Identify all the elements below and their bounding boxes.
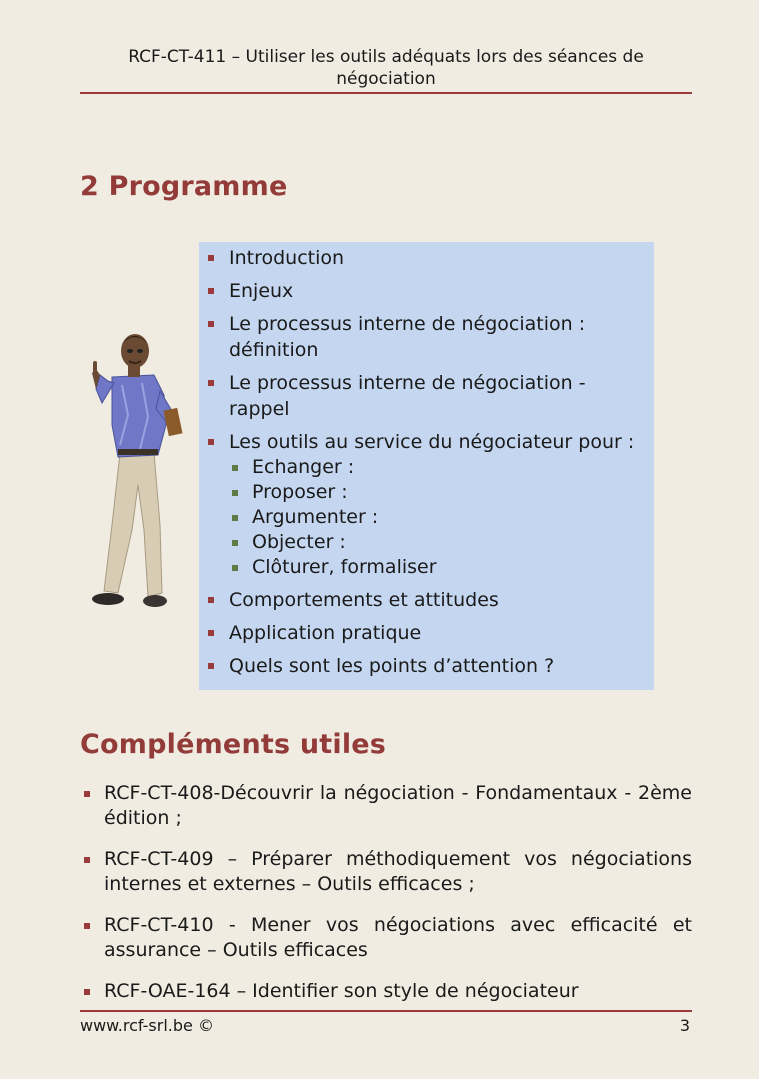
section-title-complements: Compléments utiles <box>80 729 387 760</box>
list-item: Le processus interne de négociation : définition <box>199 311 654 363</box>
programme-sub-list <box>225 455 646 580</box>
sub-list-item: Clôturer, formaliser <box>225 555 646 580</box>
sub-list-wrapper <box>199 455 654 580</box>
sub-list-item: Argumenter : <box>225 505 646 530</box>
page-footer <box>80 1010 692 1038</box>
programme-box <box>199 242 654 690</box>
section-title-programme: 2 Programme <box>80 171 288 202</box>
list-item: Quels sont les points d’attention ? <box>199 653 654 679</box>
list-item: RCF-CT-409 – Préparer méthodiquement vos négociations internes et externes – Outils efficaces ; <box>80 847 692 897</box>
list-item: Introduction <box>199 245 654 271</box>
list-item: Le processus interne de négociation - rappel <box>199 370 654 422</box>
list-item: RCF-OAE-164 – Identifier son style de négociateur <box>80 979 692 1004</box>
programme-list <box>199 245 654 679</box>
header-title: RCF-CT-411 – Utiliser les outils adéquats lors des séances de négociation <box>128 47 644 89</box>
list-item: RCF-CT-408-Découvrir la négociation - Fondamentaux - 2ème édition ; <box>80 781 692 831</box>
presenter-illustration <box>82 325 194 615</box>
list-item: Comportements et attitudes <box>199 587 654 613</box>
list-item: Application pratique <box>199 620 654 646</box>
sub-list-item: Proposer : <box>225 480 646 505</box>
complements-list <box>80 781 692 1020</box>
sub-list-item: Objecter : <box>225 530 646 555</box>
sub-list-item: Echanger : <box>225 455 646 480</box>
page-header <box>80 46 692 94</box>
footer-website: www.rcf-srl.be © <box>80 1016 214 1035</box>
list-item: Enjeux <box>199 278 654 304</box>
list-item: Les outils au service du négociateur pour : <box>199 429 654 455</box>
page-number: 3 <box>679 1016 690 1035</box>
list-item: RCF-CT-410 - Mener vos négociations avec efficacité et assurance – Outils efficaces <box>80 913 692 963</box>
